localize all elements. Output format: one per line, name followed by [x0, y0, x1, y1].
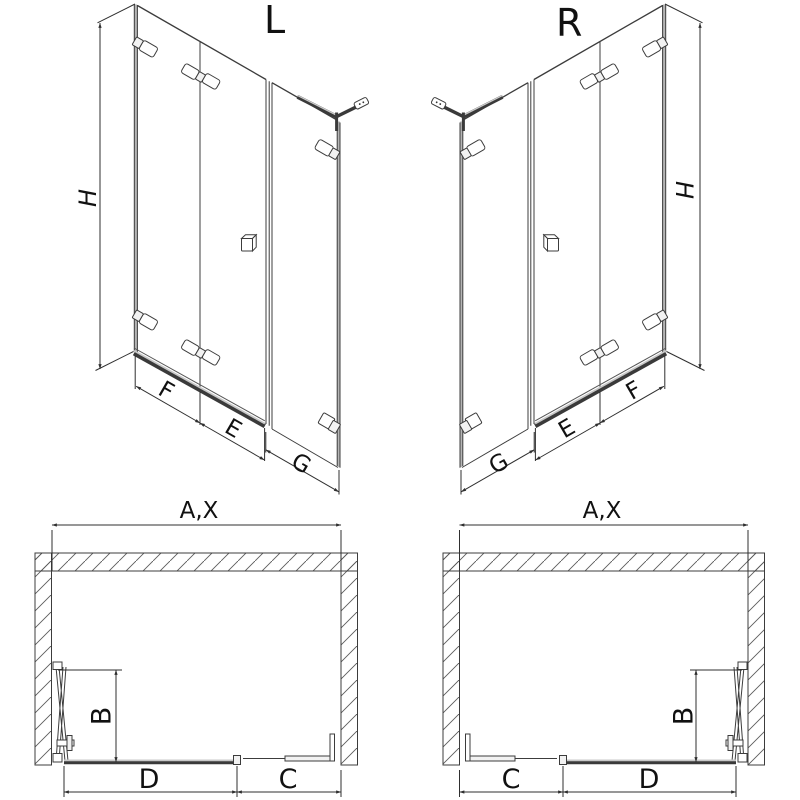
left-f-dim-label: F	[153, 376, 179, 406]
right-plan-rail-cap	[560, 756, 567, 765]
right-plan-back-wall	[443, 553, 765, 571]
right-plan-folding-door	[726, 662, 747, 762]
right-plan-wall-bracket	[466, 734, 471, 761]
left-plan-d-label: D	[138, 764, 160, 795]
right-height-dim-label: H	[670, 180, 698, 200]
right-plan-fixed-panel	[470, 756, 515, 761]
left-plan-left-wall	[35, 553, 52, 765]
right-variant-label: R	[556, 1, 583, 45]
right-iso-view	[431, 1, 705, 495]
left-plan-view	[35, 498, 358, 797]
left-e-dim-label: E	[220, 414, 246, 444]
left-plan-wall-bracket	[330, 734, 335, 761]
right-plan-right-wall	[748, 553, 765, 765]
left-height-dim-label: H	[74, 188, 102, 208]
right-f-dim-label: F	[621, 376, 647, 406]
right-plan-c-label: C	[501, 764, 521, 795]
right-plan-d-label: D	[638, 764, 660, 795]
left-iso-view	[74, 0, 369, 495]
left-plan-c-label: C	[278, 764, 298, 795]
left-g-dim-label: G	[286, 448, 316, 480]
left-plan-right-wall	[341, 553, 358, 765]
left-plan-back-wall	[35, 553, 358, 571]
left-plan-b-label: B	[86, 706, 118, 726]
left-plan-rail-cap	[234, 756, 241, 765]
left-plan-width-label: A,X	[179, 498, 219, 524]
right-plan-left-wall	[443, 553, 460, 765]
left-plan-folding-door	[53, 662, 74, 762]
right-plan-b-label: B	[668, 706, 700, 726]
left-variant-label: L	[264, 0, 286, 42]
right-e-dim-label: E	[554, 414, 580, 444]
left-plan-fixed-panel	[285, 756, 330, 761]
right-plan-width-label: A,X	[582, 498, 622, 524]
right-plan-view	[443, 498, 765, 797]
right-g-dim-label: G	[484, 448, 514, 480]
